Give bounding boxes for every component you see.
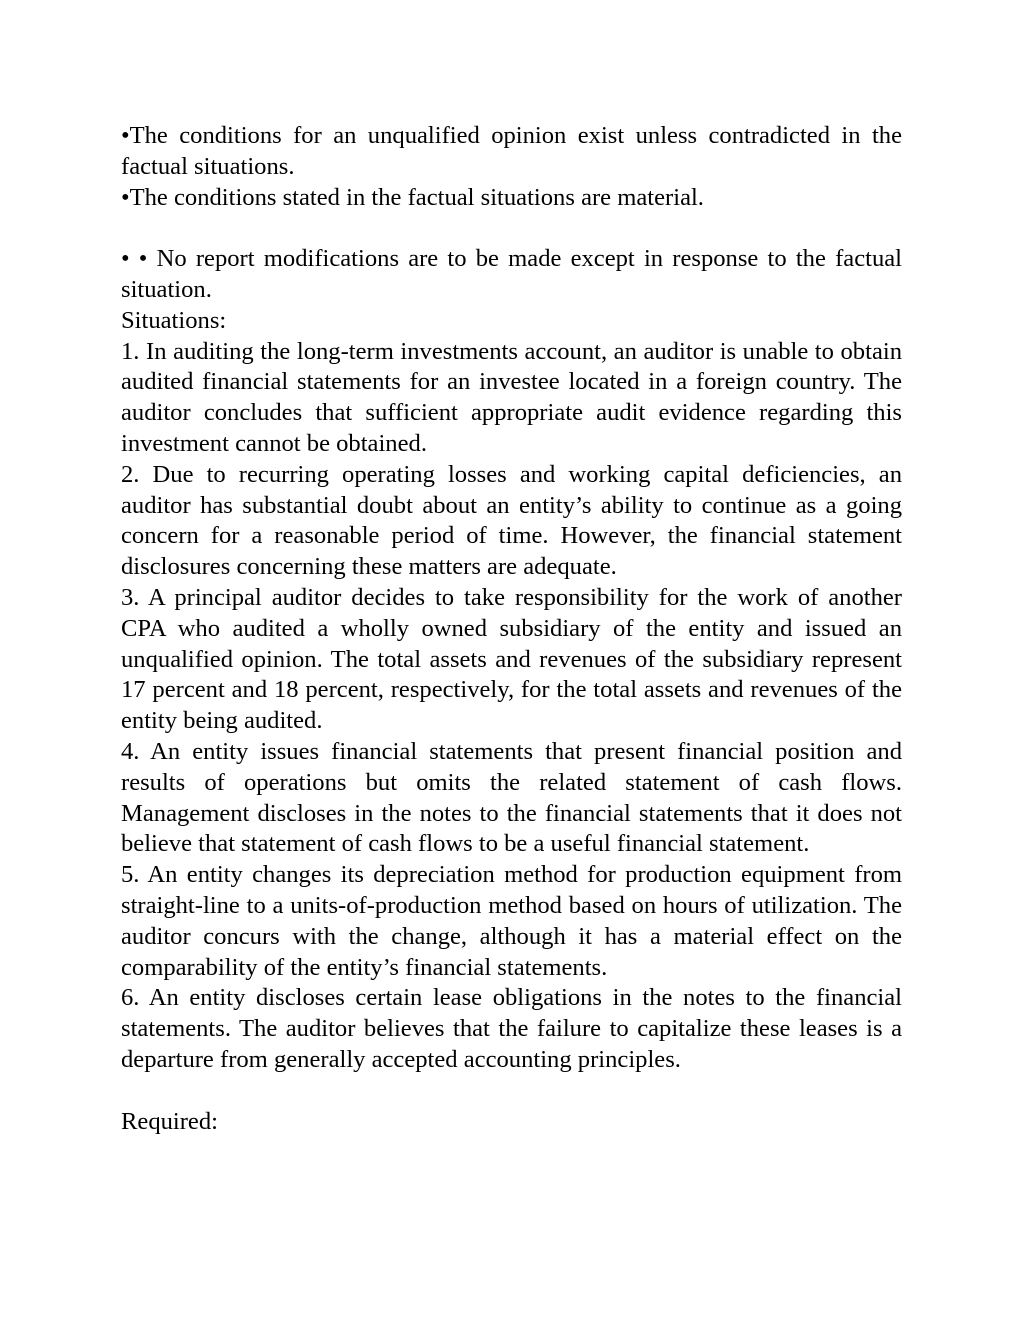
situation-5: 5. An entity changes its depreciation method for production equipment from straight-line to a units-of-production method based on hours of utilization. The auditor concurs with the change, although it has a material effect on the comparability of the entity’s financial statements. — [121, 861, 902, 981]
assumption-2: •The conditions stated in the factual situations are material. — [121, 183, 704, 211]
situation-3: 3. A principal auditor decides to take responsibility for the work of another CPA who audited a wholly owned subsidiary of the entity and issued an unqualified opinion. The total assets and revenues of the subsidiary represent 17 percent and 18 percent, respectively, for the total assets and revenues of the entity being audited. — [121, 583, 902, 735]
spacer — [121, 1076, 902, 1107]
required-heading: Required: — [121, 1107, 218, 1135]
document-page — [121, 121, 902, 1137]
situation-6: 6. An entity discloses certain lease obligations in the notes to the financial statements. The auditor believes that the failure to capitalize these leases is a departure from generally accepted accounting principles. — [121, 984, 902, 1073]
situation-4: 4. An entity issues financial statements that present financial position and results of operations but omits the related statement of cash flows. Management discloses in the notes to the financial statements that it does not believe that statement of cash flows to be a useful financial statement. — [121, 737, 902, 858]
situations-heading: Situations: — [121, 306, 227, 334]
modification-note: • • No report modifications are to be made except in response to the factual situation. — [121, 245, 902, 303]
situation-2: 2. Due to recurring operating losses and working capital deficiencies, an auditor has substantial doubt about an entity’s ability to continue as a going concern for a reasonable period of time. However, the financial statement disclosures concerning these matters are adequate. — [121, 460, 902, 581]
situation-1: 1. In auditing the long-term investments account, an auditor is unable to obtain audited financial statements for an investee located in a foreign country. The auditor concludes that sufficient appropriate audit evidence regarding this investment cannot be obtained. — [121, 337, 902, 457]
spacer — [121, 213, 902, 244]
assumption-1: •The conditions for an unqualified opinion exist unless contradicted in the factual situations. — [121, 122, 902, 180]
